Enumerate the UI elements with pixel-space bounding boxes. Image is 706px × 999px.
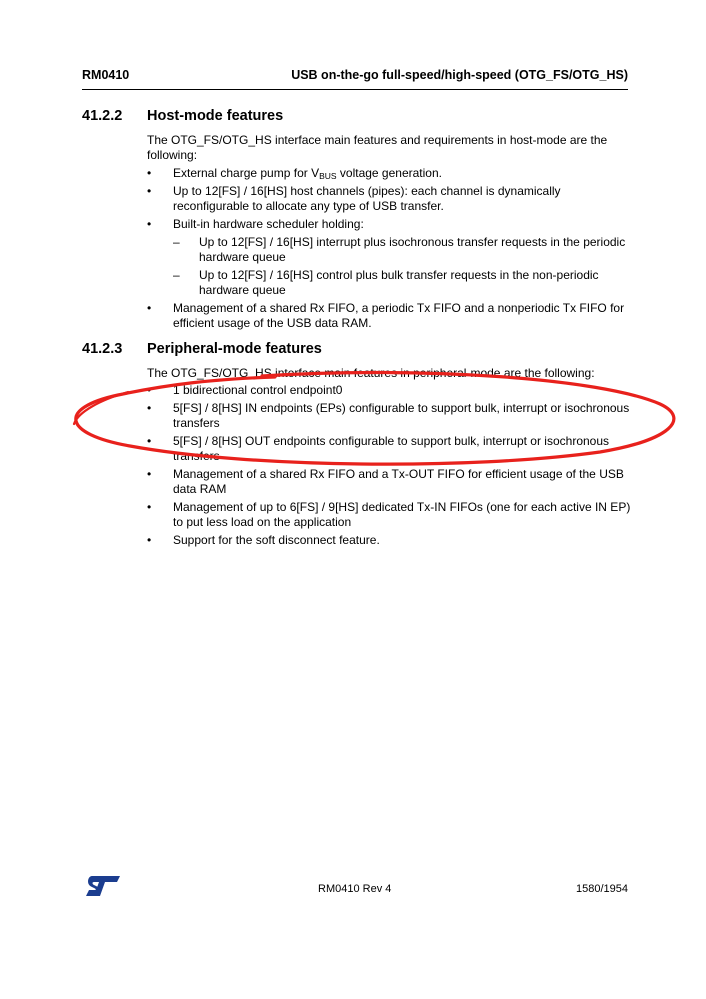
bullet-text: Support for the soft disconnect feature.: [173, 533, 380, 547]
header-rule: [82, 89, 628, 90]
bullet-text: Management of a shared Rx FIFO, a periodic Tx FIFO and a nonperiodic Tx FIFO for efficient usage of the USB data RAM.: [173, 301, 625, 330]
host-intro-paragraph: The OTG_FS/OTG_HS interface main features and requirements in host-mode are the following:: [147, 133, 608, 162]
header-section-title: USB on-the-go full-speed/high-speed (OTG_FS/OTG_HS): [291, 68, 628, 82]
bullet-glyph: •: [147, 301, 152, 315]
bullet-text-pre: External charge pump for V: [173, 166, 320, 180]
host-section-title: Host-mode features: [147, 108, 284, 124]
list-item: [147, 500, 632, 530]
sub-list-item: [173, 268, 632, 298]
bullet-glyph: •: [147, 184, 152, 198]
list-item: [147, 383, 632, 398]
st-logo-icon: [86, 876, 120, 896]
bullet-text: 5[FS] / 8[HS] IN endpoints (EPs) configurable to support bulk, interrupt or isochronous transfers: [173, 401, 630, 430]
bullet-glyph: •: [147, 383, 152, 397]
peripheral-section-title: Peripheral-mode features: [147, 341, 322, 357]
peripheral-intro-paragraph: The OTG_FS/OTG_HS interface main features in peripheral-mode are the following:: [147, 366, 595, 380]
dash-glyph: –: [173, 268, 180, 282]
footer-revision: RM0410 Rev 4: [318, 883, 392, 895]
bullet-text: Up to 12[FS] / 16[HS] host channels (pipes): each channel is dynamically reconfigurable to allocate any type of USB transfer.: [173, 184, 561, 213]
sub-list-item: [173, 235, 632, 265]
bullet-text: 5[FS] / 8[HS] OUT endpoints configurable to support bulk, interrupt or isochronous transfers: [173, 434, 610, 463]
bullet-text-post: voltage generation.: [336, 166, 442, 180]
list-item: [147, 434, 632, 464]
list-item: [147, 184, 632, 214]
bullet-text: 1 bidirectional control endpoint0: [173, 383, 343, 397]
bullet-glyph: •: [147, 533, 152, 547]
sub-item-text: Up to 12[FS] / 16[HS] interrupt plus isochronous transfer requests in the periodic hardware queue: [199, 235, 626, 264]
list-item: [147, 301, 632, 331]
dash-glyph: –: [173, 235, 180, 249]
host-feature-list: [147, 166, 632, 334]
bullet-glyph: •: [147, 217, 152, 231]
bullet-glyph: •: [147, 401, 152, 415]
list-item: [147, 166, 632, 181]
bullet-glyph: •: [147, 434, 152, 448]
bullet-glyph: •: [147, 166, 152, 180]
bullet-glyph: •: [147, 500, 152, 514]
peripheral-feature-list: [147, 383, 632, 551]
list-item: [147, 401, 632, 431]
list-item: [147, 467, 632, 497]
bullet-glyph: •: [147, 467, 152, 481]
host-section-number: 41.2.2: [82, 108, 123, 124]
bullet-text-sub: BUS: [319, 171, 337, 181]
bullet-text: Management of a shared Rx FIFO and a Tx-OUT FIFO for efficient usage of the USB data RAM: [173, 467, 624, 496]
peripheral-section-number: 41.2.3: [82, 341, 123, 357]
list-item: [147, 217, 632, 298]
header-doc-id: RM0410: [82, 68, 130, 82]
bullet-text: Built-in hardware scheduler holding:: [173, 217, 364, 231]
bullet-text: Management of up to 6[FS] / 9[HS] dedicated Tx-IN FIFOs (one for each active IN EP) to put less load on the application: [173, 500, 631, 529]
list-item: [147, 533, 632, 548]
scheduler-sub-list: [173, 235, 632, 298]
sub-item-text: Up to 12[FS] / 16[HS] control plus bulk transfer requests in the non-periodic hardware queue: [199, 268, 599, 297]
footer-page-number: 1580/1954: [576, 883, 628, 895]
